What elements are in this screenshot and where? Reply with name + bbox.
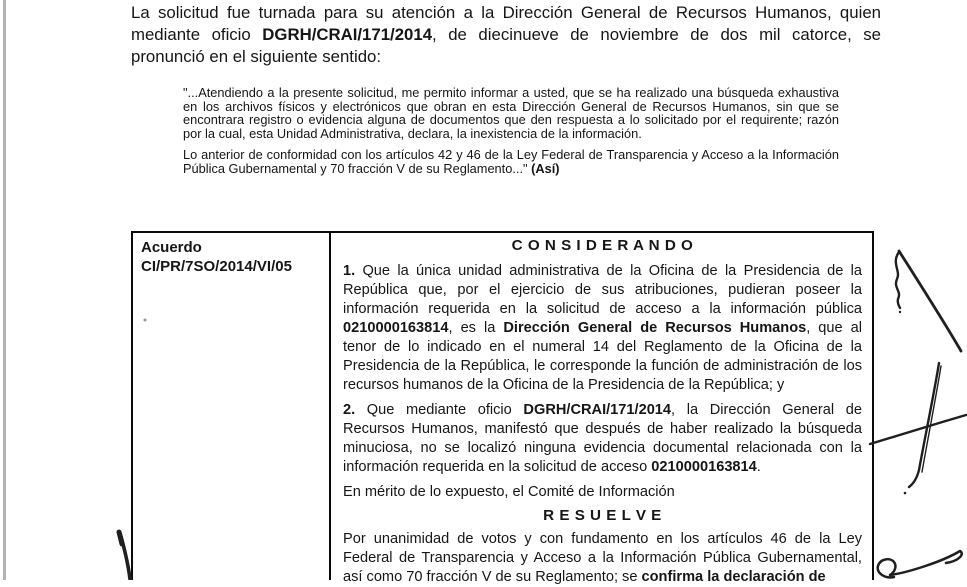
pen-checkmark-top-right-icon (896, 251, 961, 351)
acuerdo-cell (133, 233, 331, 580)
quoted-response-block (183, 86, 839, 176)
quote-paragraph-2: Lo anterior de conformidad con los artículos 42 y 46 de la Ley Federal de Transparencia y Acceso a la Información Pública Gubernamental y 70 fracción V de su Reglamento..." (Así) (183, 147, 839, 176)
resuelve-heading: R E S U E L V E (543, 507, 662, 524)
acuerdo-label: Acuerdo (141, 239, 202, 256)
acuerdo-table (131, 231, 874, 585)
considerando-paragraph-2: 2. Que mediante oficio DGRH/CRAI/171/2014, la Dirección General de Recursos Humanos, manifestó que después de haber realizado la búsqueda minuciosa, no se localizó ninguna evidencia documental relacionada con la información requerida en la solicitud de acceso 0210000163814. (343, 402, 862, 475)
intro-paragraph: La solicitud fue turnada para su atención a la Dirección General de Recursos Humanos, quien mediante oficio DGRH/CRAI/171/2014, de diecinueve de noviembre de dos mil catorce, se pronunció en el siguiente sentido: (131, 3, 881, 66)
quote-paragraph-1: "...Atendiendo a la presente solicitud, me permito informar a usted, que se ha realizado una búsqueda exhaustiva en los archivos físicos y electrónicos que obran en esta Dirección General de Recursos Humanos, sin que se encontrara registro o evidencia alguna de documentos que den respuesta a lo solicitado por el requirente; razón por la cual, esta Unidad Administrativa, declara, la inexistencia de la información. (183, 85, 839, 141)
pen-loop-scribble-bottom-right-icon (878, 551, 962, 577)
acuerdo-number: CI/PR/7SO/2014/VI/05 (141, 258, 292, 275)
considerando-cell (331, 233, 872, 585)
pen-cross-mark-right-icon (870, 363, 966, 494)
considerando-heading: C O N S I D E R A N D O (511, 237, 694, 254)
pen-stroke-bottom-left-icon (119, 532, 130, 579)
merit-line: En mérito de lo expuesto, el Comité de Información (343, 484, 675, 500)
resolution-paragraph: Por unanimidad de votos y con fundamento en los artículos 46 de la Ley Federal de Transparencia y Acceso a la Información Pública Gubernamental, así como 70 fracción V de su Reglamento; se confirma la declaración de (343, 531, 862, 585)
scan-edge-artifact (3, 0, 6, 580)
considerando-paragraph-1: 1. Que la única unidad administrativa de la Oficina de la Presidencia de la República que, por el ejercicio de sus atribuciones, pudieran poseer la información requerida en la solicitud de acceso a la información pública 0210000163814, es la Dirección General de Recursos Humanos, que al tenor de lo indicado en el numeral 14 del Reglamento de la Oficina de la Presidencia de la República, le corresponde la función de administración de los recursos humanos de la Oficina de la Presidencia de la República; y (343, 263, 862, 393)
